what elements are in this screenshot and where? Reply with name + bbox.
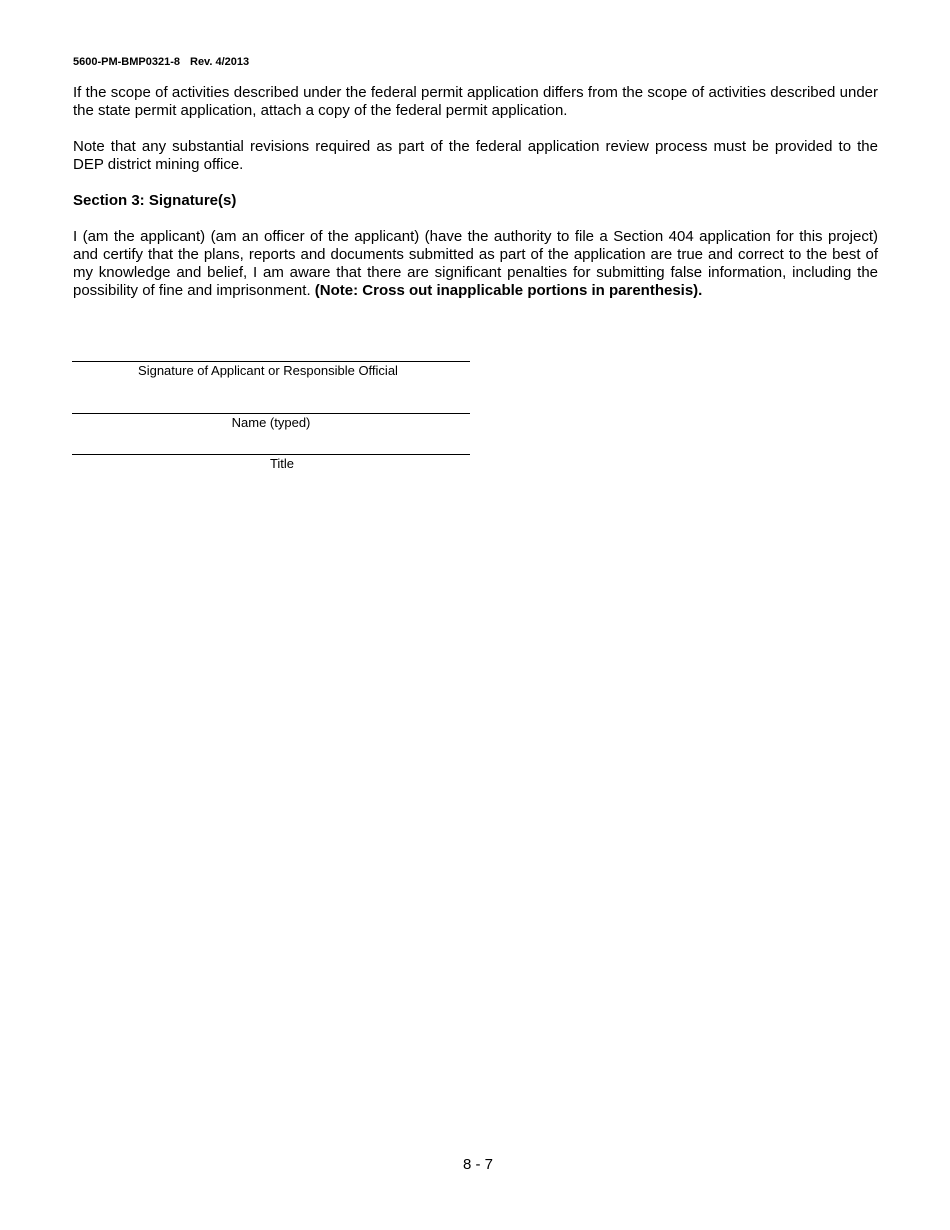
certification-note: (Note: Cross out inapplicable portions in parenthesis).: [314, 282, 703, 299]
section-3-heading: Section 3: Signature(s): [73, 192, 237, 209]
name-line[interactable]: [72, 413, 470, 414]
federal-scope-paragraph: If the scope of activities described under the federal permit application differs from the scope of activities described under the state permit application, attach a copy of the federal permit application.: [73, 84, 878, 119]
revisions-note-paragraph: Note that any substantial revisions required as part of the federal application review process must be provided to the DEP district mining office.: [73, 138, 878, 173]
certification-paragraph: [73, 228, 878, 300]
title-line[interactable]: [72, 454, 470, 455]
name-label: Name (typed): [231, 415, 311, 430]
signature-label: Signature of Applicant or Responsible Official: [138, 363, 398, 378]
certification-text: I (am the applicant) (am an officer of the applicant) (have the authority to file a Section 404 application for this project) and certify that the plans, reports and documents submitted as part of the application are true and correct to the best of my knowledge and belief, I am aware that there are significant penalties for submitting false information, including the possibility of fine and imprisonment.: [73, 228, 878, 299]
title-label: Title: [269, 456, 295, 471]
revision-date: Rev. 4/2013: [190, 56, 250, 68]
form-number: 5600-PM-BMP0321-8: [73, 56, 180, 68]
signature-line[interactable]: [72, 361, 470, 362]
form-header: [73, 55, 249, 69]
page-number: 8 - 7: [462, 1156, 493, 1173]
